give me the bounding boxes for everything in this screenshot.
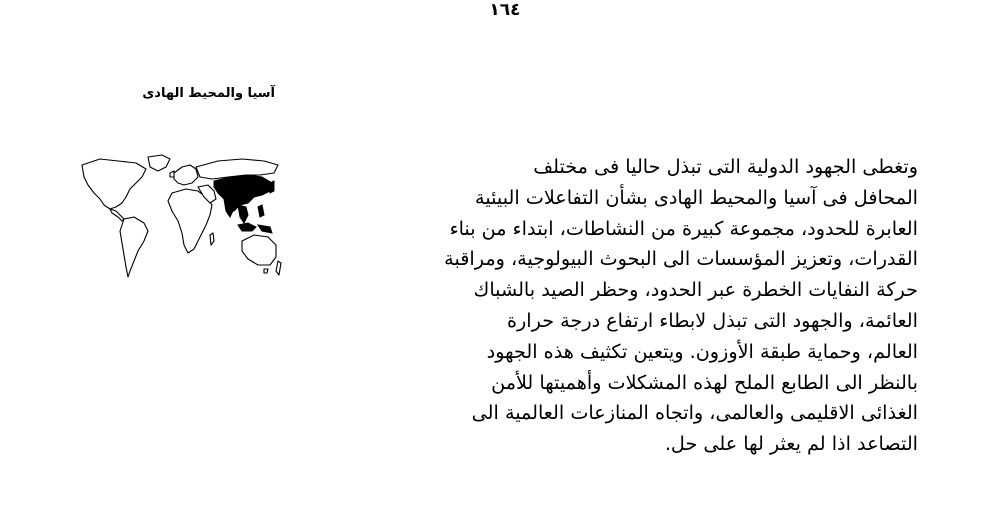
south-america-shape — [120, 217, 148, 277]
paragraph-line: التصاعد اذا لم يعثر لها على حل. — [664, 432, 918, 456]
asia-highlight-shape — [214, 175, 272, 211]
paragraph-line: حركة النفايات الخطرة عبر الحدود، وحظر الصيد بالشباك — [473, 278, 918, 302]
paragraph-line: العالم، وحماية طبقة الأوزون. ويتعين تكثيف هذه الجهود — [486, 339, 918, 363]
british-isles-shape — [170, 171, 174, 177]
paragraph-line: العائمة، والجهود التى تبذل لابطاء ارتفاع درجة حرارة — [506, 308, 918, 332]
philippines-highlight-shape — [258, 205, 264, 217]
body-paragraph — [360, 152, 918, 460]
north-america-shape — [82, 159, 146, 209]
section-title: آسيا والمحيط الهادى — [142, 86, 275, 101]
japan-highlight-shape — [270, 181, 274, 193]
new-zealand-shape — [276, 261, 281, 275]
greenland-shape — [148, 155, 170, 171]
madagascar-shape — [210, 233, 214, 245]
central-america-shape — [110, 209, 124, 221]
europe-shape — [174, 165, 198, 185]
paragraph-line: القدرات، وتعزيز المؤسسات الى البحوث البيولوجية، ومراقبة — [444, 247, 918, 271]
paragraph-line: وتغطى الجهود الدولية التى تبذل حاليا فى مختلف — [533, 155, 918, 178]
new-guinea-highlight-shape — [258, 225, 272, 233]
paragraph-line: العابرة للحدود، مجموعة كبيرة من النشاطات، ابتداء من بناء — [449, 216, 918, 240]
paragraph-line: المحافل فى آسيا والمحيط الهادى بشأن التفاعلات البيئية — [475, 185, 918, 209]
southeast-asia-highlight-shape — [238, 205, 248, 223]
page-number: ١٦٤ — [489, 0, 521, 20]
australia-shape — [242, 235, 276, 265]
world-map-illustration — [78, 153, 282, 283]
paragraph-line: الغذائى الاقليمى والعالمى، واتجاه المنازعات العالمية الى — [471, 401, 918, 425]
tasmania-shape — [264, 269, 268, 273]
world-map-svg — [78, 153, 282, 283]
indonesia-highlight-shape — [238, 223, 256, 231]
paragraph-line: بالنظر الى الطابع الملح لهذه المشكلات وأهميتها للأمن — [491, 370, 918, 394]
india-highlight-shape — [224, 199, 234, 217]
